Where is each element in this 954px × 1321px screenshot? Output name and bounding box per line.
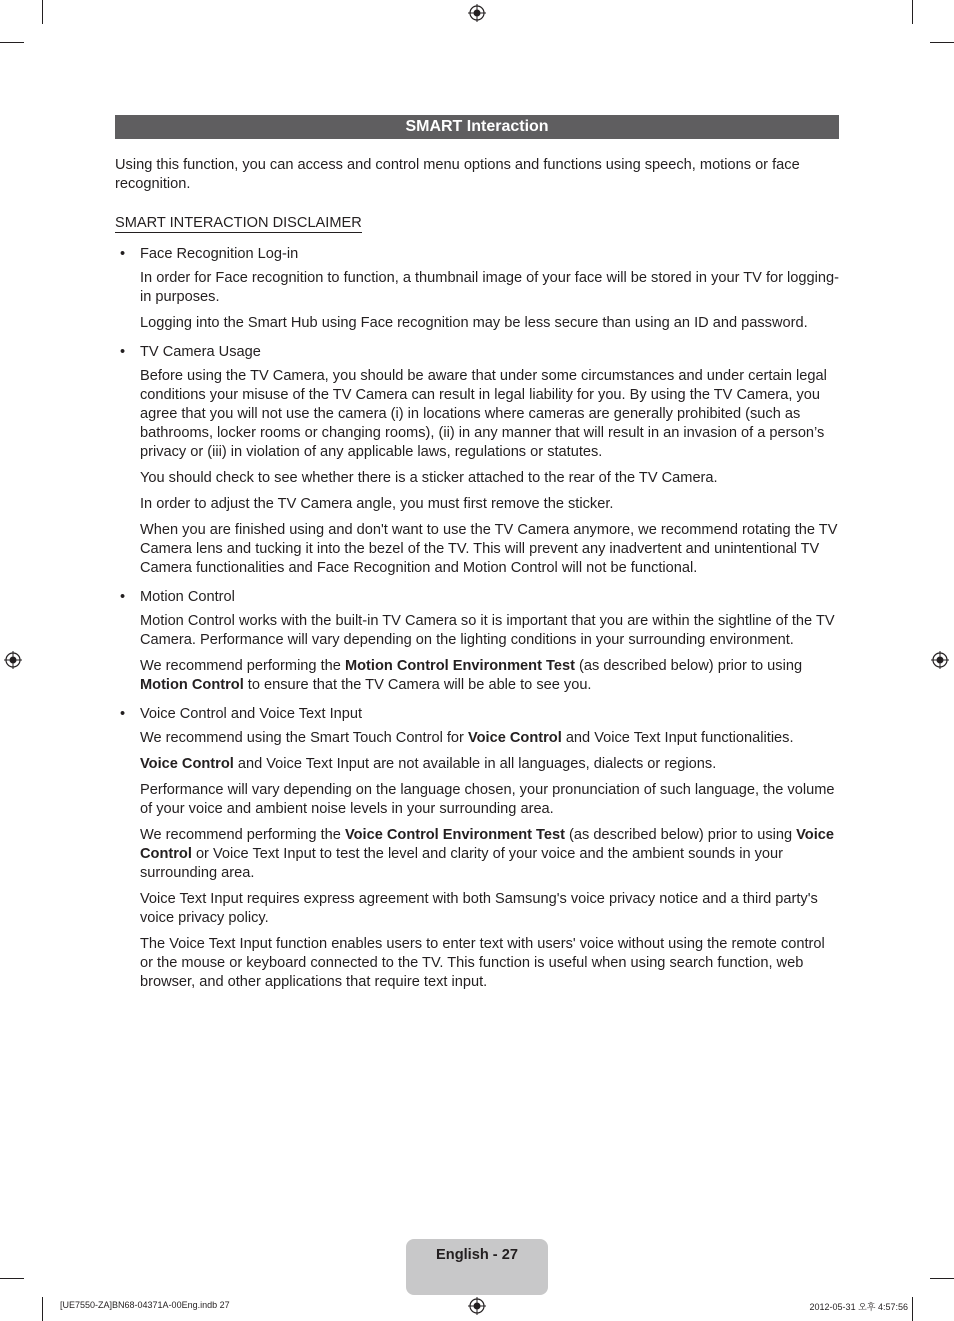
text-run: (as described below) prior to using: [564, 827, 797, 843]
paragraph: Voice Text Input requires express agreement with both Samsung's voice privacy notice and a third party's voice privacy policy.: [140, 891, 818, 926]
footer-timestamp: 2012-05-31 오후 4:57:56: [809, 1302, 908, 1312]
crop-mark: [42, 0, 43, 24]
item-title: Motion Control: [140, 589, 235, 605]
disclaimer-heading: SMART INTERACTION DISCLAIMER: [115, 215, 362, 231]
bold-term: Voice Control: [140, 756, 234, 772]
page-content: [115, 156, 841, 1002]
crop-mark: [42, 1297, 43, 1321]
paragraph: The Voice Text Input function enables users to enter text with users' voice without using the remote control or the mouse or keyboard connected to the TV. This function is useful when using search function, web browser, and other applications that require text input.: [140, 936, 825, 990]
crop-mark: [0, 42, 24, 43]
registration-mark-icon: [931, 651, 949, 669]
crop-mark: [930, 1278, 954, 1279]
item-title: TV Camera Usage: [140, 344, 261, 360]
bold-term: Voice Control Environment Test: [344, 827, 565, 843]
crop-mark: [912, 0, 913, 24]
registration-mark-icon: [468, 1297, 486, 1315]
text-run: and Voice Text Input functionalities.: [561, 730, 794, 746]
text-run: We recommend using the Smart Touch Control for: [140, 730, 468, 746]
list-item-face-recognition: [115, 245, 841, 333]
paragraph: In order for Face recognition to function, a thumbnail image of your face will be stored in your TV for logging-in purposes.: [140, 270, 839, 305]
crop-mark: [912, 1297, 913, 1321]
text-run: We recommend performing the: [140, 827, 345, 843]
bullet-icon: •: [120, 246, 126, 262]
paragraph: [140, 657, 841, 695]
bold-term: Motion Control: [140, 677, 244, 693]
item-title: Face Recognition Log-in: [140, 246, 299, 262]
paragraph: Performance will vary depending on the language chosen, your pronunciation of such language, the volume of your voice and ambient noise levels in your surrounding area.: [140, 782, 835, 817]
intro-paragraph: Using this function, you can access and control menu options and functions using speech, motions or face recognition.: [115, 157, 800, 192]
text-run: We recommend performing the: [140, 658, 345, 674]
bold-term: Motion Control Environment Test: [344, 658, 575, 674]
list-item-motion-control: [115, 588, 841, 695]
text-run: or Voice Text Input to test the level and clarity of your voice and the ambient sounds in your surrounding area.: [140, 846, 784, 881]
paragraph: Logging into the Smart Hub using Face recognition may be less secure than using an ID and password.: [140, 315, 808, 331]
paragraph: Motion Control works with the built-in TV Camera so it is important that you are within the sightline of the TV Camera. Performance will vary depending on the lighting conditions in your surrounding environment.: [140, 613, 835, 648]
text-run: (as described below) prior to using: [574, 658, 803, 674]
section-title-bar: SMART Interaction: [115, 115, 839, 139]
text-run: to ensure that the TV Camera will be able to see you.: [243, 677, 592, 693]
crop-mark: [930, 42, 954, 43]
footer-file-name: [UE7550-ZA]BN68-04371A-00Eng.indb 27: [60, 1300, 230, 1310]
bullet-icon: •: [120, 344, 126, 360]
paragraph: [140, 826, 841, 883]
paragraph: [140, 729, 841, 748]
crop-mark: [0, 1278, 24, 1279]
paragraph: [140, 755, 841, 774]
registration-mark-icon: [468, 4, 486, 22]
list-item-voice-control: [115, 705, 841, 992]
paragraph: In order to adjust the TV Camera angle, you must first remove the sticker.: [140, 496, 614, 512]
registration-mark-icon: [4, 651, 22, 669]
bullet-icon: •: [120, 706, 126, 722]
paragraph: Before using the TV Camera, you should be aware that under some circumstances and under certain legal conditions your misuse of the TV Camera can result in legal liability for you. By using the TV Camera, you agree that you will not use the camera (i) in locations where cameras are generally prohibited (such as bathrooms, locker rooms or changing rooms), (ii) in any manner that will result in an invasion of a person’s privacy or (iii) in violation of any applicable laws, regulations or statutes.: [140, 368, 827, 460]
list-item-tv-camera-usage: [115, 343, 841, 578]
bold-term: Voice Control: [140, 827, 835, 862]
paragraph: You should check to see whether there is a sticker attached to the rear of the TV Camera.: [140, 470, 718, 486]
bold-term: Voice Control: [467, 730, 562, 746]
item-title: Voice Control and Voice Text Input: [140, 706, 363, 722]
bullet-icon: •: [120, 589, 126, 605]
paragraph: When you are finished using and don't want to use the TV Camera anymore, we recommend rotating the TV Camera lens and tucking it into the bezel of the TV. This will prevent any inadvertent and unintentional TV Camera functionalities and Face Recognition and Motion Control will not be functional.: [140, 522, 838, 576]
page-number-tab: English - 27: [406, 1239, 548, 1295]
text-run: and Voice Text Input are not available in all languages, dialects or regions.: [233, 756, 717, 772]
